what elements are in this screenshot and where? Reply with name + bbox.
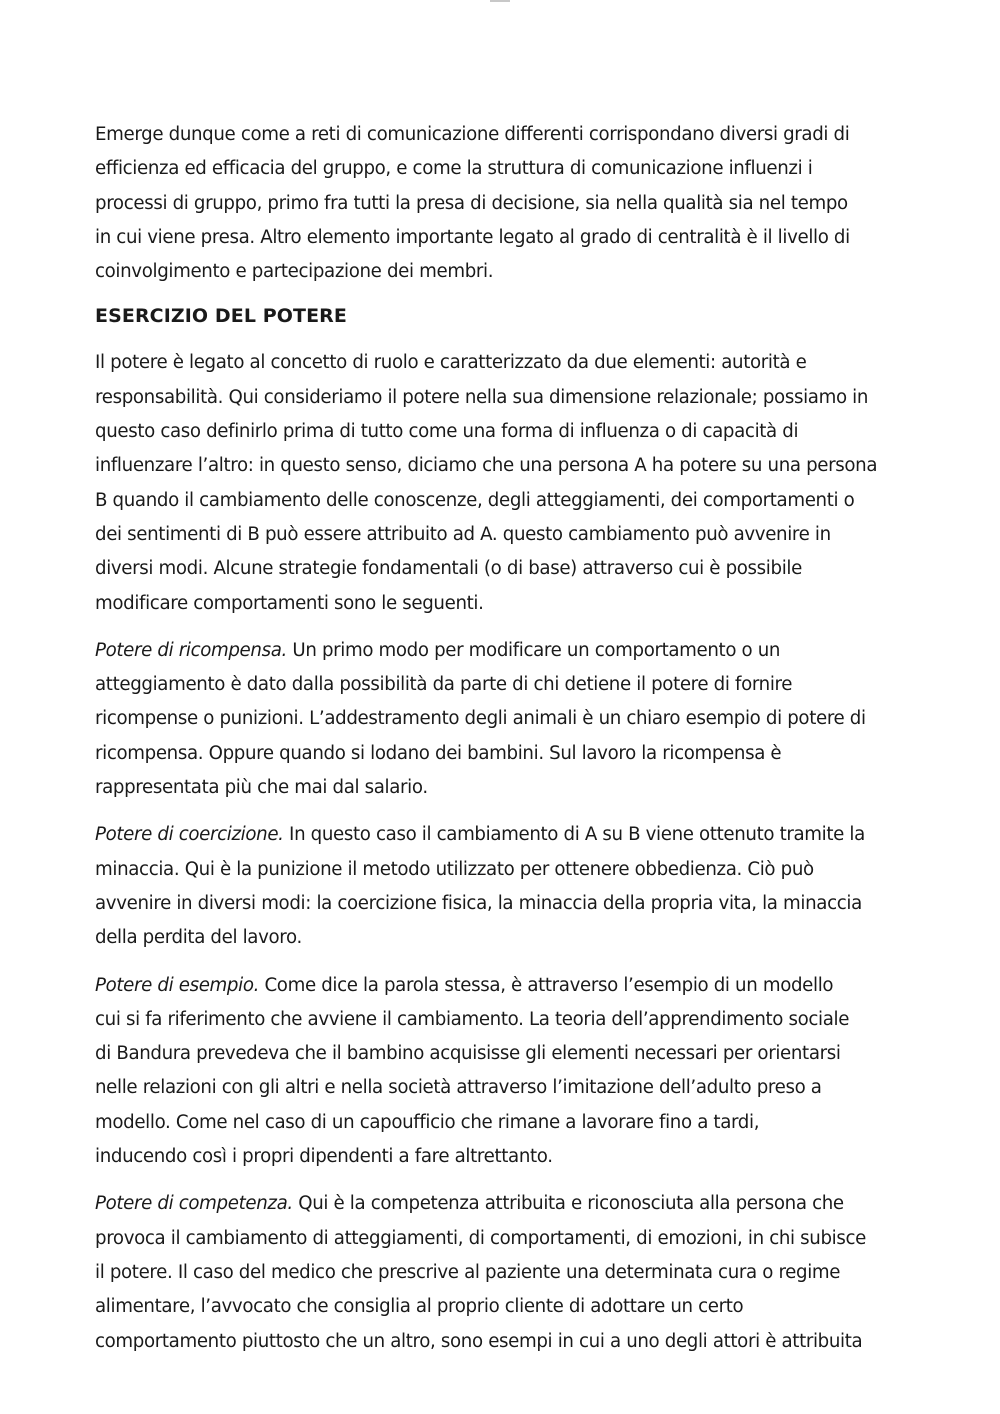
text-line: atteggiamento è dato dalla possibilità da parte di chi detiene il potere di fornire	[95, 674, 793, 696]
text-line: cui si fa riferimento che avviene il cambiamento. La teoria dell’apprendimento sociale	[95, 1008, 850, 1030]
text-line: questo caso definirlo prima di tutto come una forma di influenza o di capacità di	[95, 421, 799, 443]
paragraph-competence-power	[95, 1187, 915, 1358]
text-line: responsabilità. Qui consideriamo il potere nella sua dimensione relazionale; possiamo in	[95, 386, 869, 408]
text-line: comportamento piuttosto che un altro, sono esempi in cui a uno degli attori è attribuita	[95, 1330, 863, 1352]
text-line: coinvolgimento e partecipazione dei membri.	[95, 261, 494, 283]
text-line: ricompense o punizioni. L’addestramento degli animali è un chiaro esempio di potere di	[95, 708, 866, 730]
text-line: B quando il cambiamento delle conoscenze, degli atteggiamenti, dei comportamenti o	[95, 489, 855, 511]
text-line	[95, 634, 915, 668]
text-line: diversi modi. Alcune strategie fondamentali (o di base) attraverso cui è possibile	[95, 558, 802, 580]
text-line: influenzare l’altro: in questo senso, diciamo che una persona A ha potere su una persona	[95, 455, 878, 477]
paragraph-coercion-power	[95, 818, 915, 955]
paragraph-lead: Potere di esempio.	[95, 974, 260, 996]
text-line	[95, 969, 915, 1003]
text-run: Come dice la parola stessa, è attraverso l’esempio di un modello	[259, 974, 834, 996]
text-line: Il potere è legato al concetto di ruolo e caratterizzato da due elementi: autorità e	[95, 352, 807, 374]
text-line: modificare comportamenti sono le seguenti.	[95, 592, 484, 614]
text-line: inducendo così i propri dipendenti a fare altrettanto.	[95, 1146, 553, 1168]
document-page	[95, 118, 915, 1372]
text-line: modello. Come nel caso di un capoufficio che rimane a lavorare fino a tardi,	[95, 1111, 760, 1133]
paragraph-lead: Potere di coercizione.	[95, 824, 284, 846]
text-line: di Bandura prevedeva che il bambino acquisisse gli elementi necessari per orientarsi	[95, 1043, 841, 1065]
text-line: della perdita del lavoro.	[95, 927, 302, 949]
page-top-mark	[490, 0, 510, 2]
text-line: dei sentimenti di B può essere attribuito ad A. questo cambiamento può avvenire in	[95, 523, 831, 545]
paragraph-example-power	[95, 969, 915, 1175]
paragraph-power-definition	[95, 346, 915, 620]
text-line: processi di gruppo, primo fra tutti la presa di decisione, sia nella qualità sia nel tempo	[95, 192, 848, 214]
paragraph-lead: Potere di ricompensa.	[95, 639, 287, 661]
text-line: efficienza ed efficacia del gruppo, e come la struttura di comunicazione influenzi i	[95, 158, 813, 180]
text-line: in cui viene presa. Altro elemento importante legato al grado di centralità è il livello di	[95, 226, 850, 248]
text-line	[95, 1187, 915, 1221]
section-heading: ESERCIZIO DEL POTERE	[95, 305, 347, 328]
text-line: avvenire in diversi modi: la coercizione fisica, la minaccia della propria vita, la minaccia	[95, 892, 862, 914]
text-line: il potere. Il caso del medico che prescrive al paziente una determinata cura o regime	[95, 1261, 841, 1283]
paragraph-reward-power	[95, 634, 915, 805]
text-line: minaccia. Qui è la punizione il metodo utilizzato per ottenere obbedienza. Ciò può	[95, 858, 814, 880]
text-line: provoca il cambiamento di atteggiamenti, di comportamenti, di emozioni, in chi subisce	[95, 1227, 866, 1249]
text-line: nelle relazioni con gli altri e nella società attraverso l’imitazione dell’adulto preso a	[95, 1077, 822, 1099]
text-line: ricompensa. Oppure quando si lodano dei bambini. Sul lavoro la ricompensa è	[95, 742, 782, 764]
text-run: Qui è la competenza attribuita e riconosciuta alla persona che	[292, 1193, 844, 1215]
text-line	[95, 818, 915, 852]
text-run: Un primo modo per modificare un comportamento o un	[286, 639, 781, 661]
text-line: Emerge dunque come a reti di comunicazione differenti corrispondano diversi gradi di	[95, 124, 850, 145]
text-run: In questo caso il cambiamento di A su B viene ottenuto tramite la	[283, 824, 865, 846]
text-line: rappresentata più che mai dal salario.	[95, 777, 428, 799]
paragraph-lead: Potere di competenza.	[95, 1193, 293, 1215]
paragraph-communication-networks	[95, 118, 915, 289]
text-line: alimentare, l’avvocato che consiglia al proprio cliente di adottare un certo	[95, 1296, 744, 1318]
